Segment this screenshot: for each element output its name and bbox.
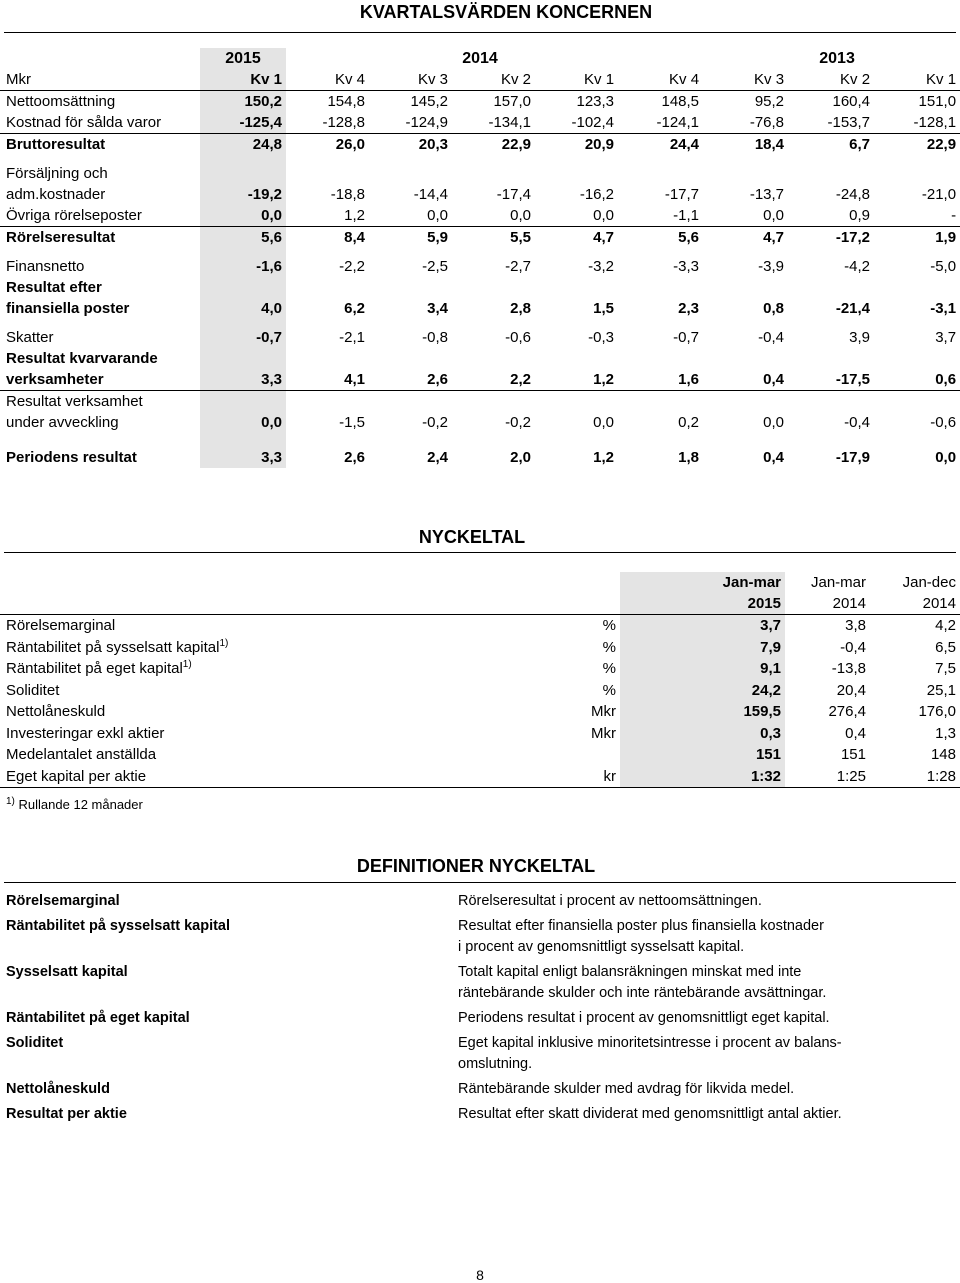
keyratio-value: 1:32 — [620, 766, 785, 788]
keyratio-value: -0,4 — [840, 638, 866, 656]
value-cell: 1,2 — [535, 348, 618, 391]
keyratio-value: 3,8 — [845, 617, 866, 634]
row-label — [0, 112, 200, 134]
definition-line: Rörelseresultat i procent av nettoomsättningen. — [458, 893, 762, 909]
value-cell: -3,1 — [930, 300, 957, 317]
value-cell: -124,1 — [618, 112, 703, 134]
keyratio-value: 276,4 — [828, 703, 866, 720]
value-cell: -76,8 — [703, 112, 788, 134]
definition-line: Resultat efter finansiella poster plus finansiella kostnader — [458, 918, 824, 934]
definition-term: Sysselsatt kapital — [6, 964, 128, 980]
footnote-mark: 1) — [6, 796, 15, 807]
spacer-row — [0, 248, 960, 256]
keyratio-row — [0, 723, 960, 745]
quarter-header-cell: Kv 2 — [788, 69, 874, 91]
quarter-header-cell: Kv 3 — [703, 69, 788, 91]
value-cell: -0,8 — [422, 329, 448, 346]
row-label-line: under avveckling — [6, 414, 119, 431]
definition-line: räntebärande skulder och inte räntebärande avsättningar. — [458, 985, 827, 1001]
value-cell: -21,4 — [835, 300, 871, 317]
value-cell: 3,3 — [200, 447, 286, 468]
keyratio-header-period: Jan-mar — [810, 574, 866, 591]
keyratio-unit: % — [602, 617, 616, 634]
table-row — [0, 112, 960, 134]
value-cell: 145,2 — [410, 93, 448, 110]
value-cell: 2,8 — [510, 300, 531, 317]
definition-line: Periodens resultat i procent av genomsnittligt eget kapital. — [458, 1010, 830, 1026]
spacer-row — [0, 319, 960, 327]
year-2015: 2015 — [200, 48, 286, 69]
quarter-header-cell: Kv 1 — [535, 69, 618, 91]
value-cell: 18,4 — [754, 136, 785, 153]
year-2013: 2013 — [819, 50, 855, 67]
row-label-line: Försäljning och — [6, 165, 108, 182]
keyratio-row — [0, 680, 960, 702]
keyratio-label-text: Räntabilitet på sysselsatt kapital — [6, 638, 220, 656]
value-cell: 151,0 — [918, 93, 957, 110]
table-row — [0, 256, 960, 277]
definition-term: Resultat per aktie — [6, 1106, 127, 1122]
keyratio-label — [0, 723, 440, 745]
row-label — [0, 256, 200, 277]
keyratio-value: 7,5 — [935, 660, 956, 677]
definition-line: Eget kapital inklusive minoritetsintresse i procent av balans- — [458, 1035, 842, 1051]
value-cell: -3,9 — [758, 258, 785, 275]
definition-line: Totalt kapital enligt balansräkningen minskat med inte — [458, 964, 802, 980]
value-cell: -102,4 — [535, 112, 618, 134]
value-cell: -3,3 — [673, 258, 700, 275]
value-cell: 1,2 — [286, 205, 369, 227]
row-label-line: Rörelseresultat — [6, 229, 116, 246]
keyratio-header-year: 2015 — [620, 593, 785, 615]
value-cell: -128,1 — [874, 112, 960, 134]
value-cell: 20,3 — [418, 136, 448, 153]
keyratio-header-period: Jan-mar — [620, 572, 785, 593]
keyratio-unit: % — [602, 660, 616, 677]
value-cell: -17,5 — [788, 348, 874, 391]
keyratio-unit: % — [602, 681, 616, 699]
keyratio-header-year: 2014 — [870, 593, 960, 615]
value-cell: -16,2 — [579, 186, 615, 203]
value-cell: -3,2 — [588, 258, 615, 275]
keyratio-value: 159,5 — [620, 701, 785, 723]
value-cell: 6,7 — [849, 136, 871, 153]
row-label — [0, 134, 200, 156]
value-cell: 0,4 — [703, 348, 788, 391]
keyratio-value: 20,4 — [836, 681, 866, 699]
definition-text — [458, 1033, 898, 1075]
value-cell: 0,0 — [703, 205, 788, 227]
row-label-line: verksamheter — [6, 371, 104, 388]
value-cell: 2,3 — [678, 300, 700, 317]
value-cell: 2,4 — [427, 449, 448, 466]
value-cell: -2,2 — [339, 258, 365, 275]
quarterly-title: KVARTALSVÄRDEN KONCERNEN — [359, 2, 653, 22]
keyratio-value: 1:28 — [870, 766, 960, 788]
row-label — [0, 327, 200, 348]
quarterly-table — [0, 48, 960, 468]
row-label-line: Resultat verksamhet — [6, 393, 143, 410]
footnote-ref: 1) — [182, 659, 192, 670]
value-cell: 24,4 — [669, 136, 700, 153]
value-cell: -17,4 — [496, 186, 531, 203]
value-cell: -2,1 — [339, 329, 365, 346]
table-row — [0, 327, 960, 348]
definition-item — [0, 1079, 960, 1100]
unit-label: Mkr — [0, 69, 200, 91]
keyratio-label-text: Eget kapital per aktie — [6, 767, 147, 785]
keyratio-value: 151 — [840, 746, 866, 763]
value-cell: -14,4 — [413, 186, 448, 203]
value-cell: 2,0 — [510, 449, 531, 466]
definition-text — [458, 891, 898, 912]
quarter-header-cell: Kv 1 — [200, 69, 286, 91]
value-cell: -0,4 — [844, 414, 871, 431]
row-label-line: Bruttoresultat — [6, 136, 106, 153]
value-cell: 2,6 — [369, 348, 452, 391]
keyratio-value: -13,8 — [831, 660, 866, 677]
keyratio-value: 1:25 — [785, 766, 870, 788]
value-cell: 0,4 — [763, 449, 785, 466]
quarter-header-cell: Kv 3 — [369, 69, 452, 91]
value-cell: 20,9 — [584, 136, 615, 153]
row-label-line: adm.kostnader — [6, 186, 106, 203]
value-cell: -2,5 — [422, 258, 448, 275]
value-cell: -5,0 — [930, 258, 957, 275]
quarter-header-cell: Kv 4 — [618, 69, 703, 91]
value-cell: -21,0 — [921, 186, 957, 203]
keyratio-unit: kr — [440, 766, 620, 788]
value-cell: 1,9 — [935, 229, 957, 246]
value-cell: -4,2 — [844, 258, 871, 275]
value-cell: -17,2 — [835, 229, 871, 246]
keyratio-value: 6,5 — [935, 638, 956, 656]
definition-item — [0, 1033, 960, 1075]
table-row — [0, 163, 960, 205]
value-cell: 4,1 — [286, 348, 369, 391]
keyratio-row — [0, 637, 960, 659]
keyratios-table — [0, 572, 960, 788]
keyratio-row — [0, 701, 960, 723]
value-cell: -0,3 — [588, 329, 615, 346]
keyratio-row — [0, 766, 960, 788]
keyratio-value: 9,1 — [620, 658, 785, 680]
definition-item — [0, 916, 960, 958]
definition-line: Räntebärande skulder med avdrag för likvida medel. — [458, 1081, 795, 1097]
keyratio-label-text: Soliditet — [6, 681, 60, 699]
quarter-header-cell: Kv 4 — [286, 69, 369, 91]
definition-term: Rörelsemarginal — [6, 893, 120, 909]
keyratio-row — [0, 615, 960, 637]
footnote — [6, 797, 143, 812]
value-cell: 95,2 — [754, 93, 785, 110]
keyratio-value: 4,2 — [935, 617, 956, 634]
value-cell: 1,2 — [593, 449, 615, 466]
table-row — [0, 205, 960, 227]
row-label-line: Nettoomsättning — [6, 93, 116, 110]
keyratio-label — [0, 637, 440, 659]
value-cell: - — [874, 205, 960, 227]
value-cell: -19,2 — [200, 163, 286, 205]
keyratio-header-year: 2014 — [785, 593, 870, 615]
value-cell: 0,6 — [874, 348, 960, 391]
value-cell: -13,7 — [749, 186, 785, 203]
value-cell: 22,9 — [926, 136, 957, 153]
definition-item — [0, 1104, 960, 1125]
keyratio-label — [0, 744, 440, 766]
definition-item — [0, 891, 960, 912]
value-cell: 123,3 — [576, 93, 615, 110]
keyratio-label — [0, 766, 440, 788]
value-cell: -18,8 — [330, 186, 365, 203]
row-label — [0, 277, 200, 319]
value-cell: 0,0 — [535, 205, 618, 227]
keyratios-title-rule — [4, 552, 956, 553]
definition-item — [0, 962, 960, 1004]
value-cell: 2,2 — [452, 348, 535, 391]
table-row — [0, 134, 960, 156]
definition-item — [0, 1008, 960, 1029]
definitions-list — [0, 891, 960, 1129]
table-row — [0, 91, 960, 113]
keyratio-value: 0,3 — [620, 723, 785, 745]
definition-text — [458, 1008, 898, 1029]
value-cell: 148,5 — [661, 93, 700, 110]
value-cell: -0,6 — [505, 329, 531, 346]
value-cell: 3,7 — [935, 329, 957, 346]
value-cell: 4,7 — [593, 229, 615, 246]
value-cell: 1,6 — [618, 348, 703, 391]
row-label-line: Resultat efter — [6, 279, 102, 296]
keyratio-label — [0, 615, 440, 637]
keyratio-unit: Mkr — [591, 703, 616, 720]
keyratio-row — [0, 744, 960, 766]
value-cell: 157,0 — [493, 93, 531, 110]
value-cell: 3,4 — [427, 300, 448, 317]
keyratio-label — [0, 701, 440, 723]
keyratio-header-period: Jan-dec — [902, 574, 956, 591]
value-cell: -1,6 — [200, 256, 286, 277]
table-row — [0, 391, 960, 434]
value-cell: 8,4 — [344, 229, 365, 246]
spacer-row — [0, 155, 960, 163]
definition-text — [458, 1079, 898, 1100]
value-cell: 0,0 — [763, 414, 785, 431]
row-label — [0, 163, 200, 205]
footnote-ref: 1) — [219, 637, 229, 649]
value-cell: 0,0 — [452, 205, 535, 227]
keyratio-value: 24,2 — [620, 680, 785, 702]
value-cell: 3,3 — [200, 348, 286, 391]
keyratio-label-text: Räntabilitet på eget kapital — [6, 660, 183, 677]
value-cell: 0,0 — [200, 205, 286, 227]
value-cell: -17,9 — [835, 449, 871, 466]
definitions-title: DEFINITIONER NYCKELTAL — [356, 856, 596, 876]
value-cell: 1,5 — [593, 300, 615, 317]
row-label — [0, 348, 200, 391]
value-cell: 5,6 — [678, 229, 700, 246]
definition-line: i procent av genomsnittligt sysselsatt kapital. — [458, 939, 745, 955]
quarter-header-row — [0, 69, 960, 91]
table-row — [0, 277, 960, 319]
keyratio-value: 151 — [620, 744, 785, 766]
row-label — [0, 227, 200, 249]
definition-line: omslutning. — [458, 1056, 533, 1072]
value-cell: 3,9 — [849, 329, 871, 346]
keyratio-label-text: Rörelsemarginal — [6, 617, 116, 634]
value-cell: -24,8 — [835, 186, 871, 203]
value-cell: -0,7 — [673, 329, 700, 346]
quarter-header-cell: Kv 2 — [452, 69, 535, 91]
value-cell: 4,0 — [200, 277, 286, 319]
keyratios-title: NYCKELTAL — [418, 527, 526, 547]
keyratios-header-row-1 — [0, 572, 960, 593]
keyratio-value: 3,7 — [620, 615, 785, 637]
definition-text — [458, 916, 898, 958]
value-cell: 0,9 — [788, 205, 874, 227]
definition-line: Resultat efter skatt dividerat med genomsnittligt antal aktier. — [458, 1106, 842, 1122]
value-cell: -2,7 — [505, 258, 531, 275]
value-cell: 0,2 — [678, 414, 700, 431]
keyratio-label — [0, 658, 440, 680]
row-label-line: Övriga rörelseposter — [6, 207, 142, 224]
row-label-line: Skatter — [6, 329, 54, 346]
keyratio-label — [0, 680, 440, 702]
value-cell: -0,2 — [505, 414, 531, 431]
definition-term: Soliditet — [6, 1035, 64, 1051]
definition-term: Räntabilitet på sysselsatt kapital — [6, 918, 231, 934]
table-row — [0, 227, 960, 249]
row-label-line: Kostnad för sålda varor — [6, 114, 162, 131]
row-label-line: Resultat kvarvarande — [6, 350, 158, 367]
value-cell: 5,6 — [200, 227, 286, 249]
value-cell: 150,2 — [200, 91, 286, 113]
value-cell: 5,9 — [427, 229, 448, 246]
value-cell: 154,8 — [327, 93, 365, 110]
row-label — [0, 205, 200, 227]
value-cell: 160,4 — [832, 93, 871, 110]
keyratio-value: 148 — [930, 746, 956, 763]
value-cell: -124,9 — [369, 112, 452, 134]
value-cell: -0,2 — [422, 414, 448, 431]
value-cell: -125,4 — [200, 112, 286, 134]
keyratio-label-text: Nettolåneskuld — [6, 703, 106, 720]
value-cell: 0,0 — [593, 414, 615, 431]
keyratio-unit: Mkr — [591, 724, 616, 742]
value-cell: -1,1 — [618, 205, 703, 227]
table-row — [0, 447, 960, 468]
keyratio-label-text: Investeringar exkl aktier — [6, 724, 165, 742]
spacer-row — [0, 433, 960, 447]
year-2014: 2014 — [462, 50, 498, 67]
definition-term: Räntabilitet på eget kapital — [6, 1010, 190, 1026]
value-cell: 2,6 — [344, 449, 365, 466]
row-label — [0, 91, 200, 113]
keyratio-value: 0,4 — [845, 724, 866, 742]
year-header-row — [0, 48, 960, 69]
value-cell: 0,8 — [763, 300, 785, 317]
value-cell: 24,8 — [200, 134, 286, 156]
value-cell: 5,5 — [510, 229, 531, 246]
value-cell: 6,2 — [344, 300, 365, 317]
value-cell: -17,7 — [664, 186, 700, 203]
row-label-line: finansiella poster — [6, 300, 130, 317]
footnote-text: Rullande 12 månader — [18, 797, 143, 812]
value-cell: -0,6 — [930, 414, 957, 431]
value-cell: 26,0 — [335, 136, 365, 153]
row-label-line: Finansnetto — [6, 258, 85, 275]
page-number: 8 — [476, 1267, 484, 1283]
keyratio-value: 1,3 — [935, 724, 956, 742]
value-cell: 0,0 — [935, 449, 957, 466]
keyratio-row — [0, 658, 960, 680]
row-label — [0, 447, 200, 468]
quarterly-title-rule — [4, 32, 956, 33]
keyratio-label-text: Medelantalet anställda — [6, 746, 157, 763]
keyratio-value: 7,9 — [620, 637, 785, 659]
value-cell: 0,0 — [369, 205, 452, 227]
value-cell: -1,5 — [339, 414, 365, 431]
value-cell: -128,8 — [286, 112, 369, 134]
value-cell: 4,7 — [763, 229, 785, 246]
definitions-title-rule — [4, 882, 956, 883]
keyratios-header-row-2 — [0, 593, 960, 615]
value-cell: -134,1 — [452, 112, 535, 134]
row-label — [0, 391, 200, 434]
value-cell: -0,7 — [200, 327, 286, 348]
definition-text — [458, 962, 898, 1004]
value-cell: 22,9 — [501, 136, 531, 153]
quarter-header-cell: Kv 1 — [874, 69, 960, 91]
row-label-line: Periodens resultat — [6, 449, 137, 466]
keyratio-unit — [440, 744, 620, 766]
value-cell: 0,0 — [200, 391, 286, 434]
value-cell: -153,7 — [788, 112, 874, 134]
definition-term: Nettolåneskuld — [6, 1081, 110, 1097]
value-cell: 1,8 — [678, 449, 700, 466]
definition-text — [458, 1104, 898, 1125]
keyratio-value: 25,1 — [926, 681, 956, 699]
keyratio-unit: % — [602, 638, 616, 656]
keyratio-value: 176,0 — [918, 703, 956, 720]
table-row — [0, 348, 960, 391]
value-cell: -0,4 — [758, 329, 785, 346]
